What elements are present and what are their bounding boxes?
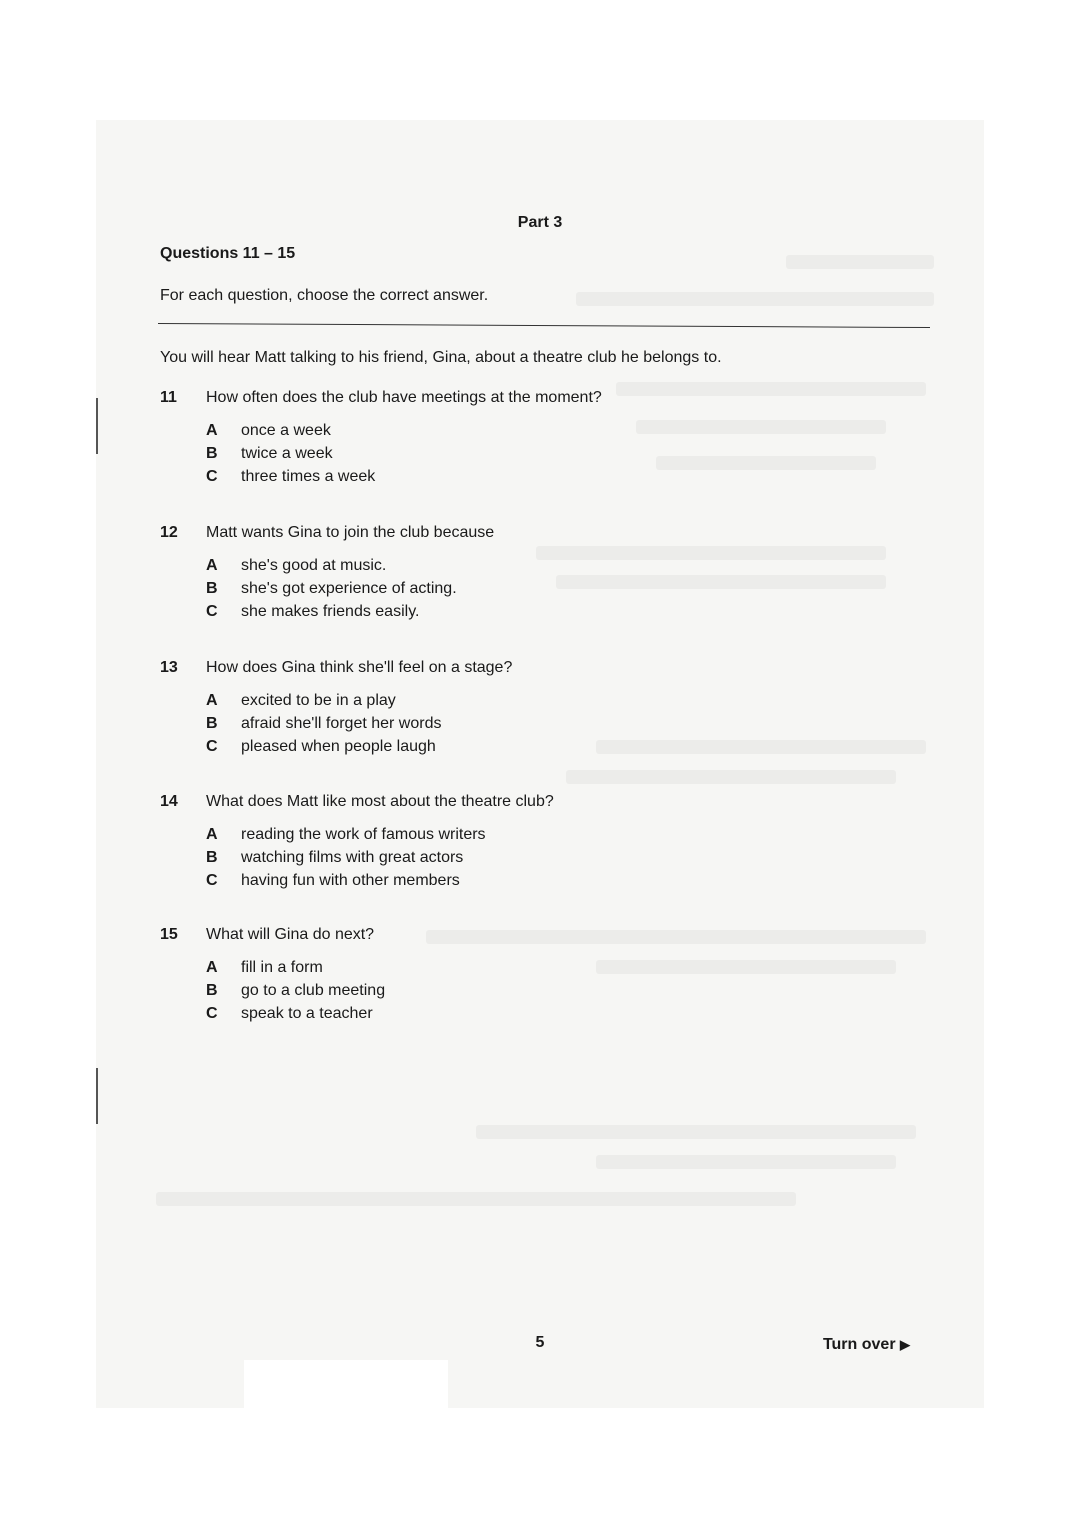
question-number: 11 <box>160 389 177 406</box>
answer-option-b[interactable] <box>206 577 494 600</box>
option-text: watching films with great actors <box>241 849 464 866</box>
question-text: What does Matt like most about the theatre club? <box>206 793 554 810</box>
question-text: How does Gina think she'll feel on a stage? <box>206 659 513 676</box>
option-letter: C <box>206 738 218 755</box>
answer-option-a[interactable] <box>206 956 385 979</box>
option-letter: A <box>206 959 218 976</box>
question-11 <box>160 389 602 488</box>
footer-blank-area <box>244 1360 448 1408</box>
triangle-right-icon: ▶ <box>900 1337 910 1352</box>
bleed-through-line <box>596 740 926 754</box>
answer-options <box>206 823 554 892</box>
answer-option-a[interactable] <box>206 554 494 577</box>
option-text: once a week <box>241 422 331 439</box>
option-text: pleased when people laugh <box>241 738 436 755</box>
bleed-through-line <box>576 292 934 306</box>
option-letter: A <box>206 692 218 709</box>
questions-range-heading: Questions 11 – 15 <box>160 245 296 262</box>
option-text: having fun with other members <box>241 872 460 889</box>
question-text: Matt wants Gina to join the club because <box>206 524 495 541</box>
option-text: reading the work of famous writers <box>241 826 486 843</box>
answer-option-a[interactable] <box>206 823 554 846</box>
turn-over-label <box>823 1336 910 1354</box>
answer-options <box>206 419 602 488</box>
question-text: What will Gina do next? <box>206 926 375 943</box>
bleed-through-line <box>566 770 896 784</box>
option-letter: A <box>206 557 218 574</box>
answer-option-b[interactable] <box>206 979 385 1002</box>
option-text: afraid she'll forget her words <box>241 715 442 732</box>
answer-option-c[interactable] <box>206 735 512 758</box>
option-text: she makes friends easily. <box>241 603 420 620</box>
question-text: How often does the club have meetings at the moment? <box>206 389 602 406</box>
question-number: 14 <box>160 793 178 810</box>
question-number: 12 <box>160 524 178 541</box>
bleed-through-line <box>786 255 934 269</box>
part-title: Part 3 <box>517 214 563 231</box>
question-14 <box>160 793 554 892</box>
option-letter: C <box>206 1005 218 1022</box>
listening-intro: You will hear Matt talking to his friend, Gina, about a theatre club he belongs to. <box>160 349 722 366</box>
option-text: she's got experience of acting. <box>241 580 457 597</box>
turn-over-text: Turn over <box>822 1336 896 1353</box>
answer-option-c[interactable] <box>206 600 494 623</box>
option-text: excited to be in a play <box>241 692 396 709</box>
option-text: go to a club meeting <box>241 982 386 999</box>
bleed-through-line <box>476 1125 916 1139</box>
option-letter: A <box>206 826 218 843</box>
option-letter: B <box>206 445 218 462</box>
option-letter: C <box>206 603 218 620</box>
question-12 <box>160 524 494 623</box>
question-15 <box>160 926 385 1025</box>
option-letter: C <box>206 468 218 485</box>
option-text: three times a week <box>241 468 376 485</box>
bleed-through-line <box>616 382 926 396</box>
option-letter: B <box>206 580 218 597</box>
answer-option-c[interactable] <box>206 465 602 488</box>
answer-option-b[interactable] <box>206 846 554 869</box>
binder-mark <box>96 1068 98 1124</box>
bleed-through-line <box>536 546 886 560</box>
answer-option-a[interactable] <box>206 419 602 442</box>
option-letter: B <box>206 715 218 732</box>
page-number: 5 <box>535 1334 545 1351</box>
answer-option-c[interactable] <box>206 869 554 892</box>
bleed-through-line <box>156 1192 796 1206</box>
option-text: she's good at music. <box>241 557 387 574</box>
bleed-through-line <box>656 456 876 470</box>
option-letter: A <box>206 422 218 439</box>
answer-options <box>206 554 494 623</box>
option-letter: C <box>206 872 218 889</box>
answer-option-a[interactable] <box>206 689 512 712</box>
option-text: fill in a form <box>241 959 323 976</box>
bleed-through-line <box>596 1155 896 1169</box>
question-13 <box>160 659 512 758</box>
instruction-text: For each question, choose the correct answer. <box>160 287 489 304</box>
paper-sheet <box>96 120 984 1408</box>
bleed-through-line <box>636 420 886 434</box>
answer-option-b[interactable] <box>206 712 512 735</box>
option-text: twice a week <box>241 445 333 462</box>
answer-options <box>206 956 385 1025</box>
option-text: speak to a teacher <box>241 1005 373 1022</box>
question-number: 15 <box>160 926 178 943</box>
answer-options <box>206 689 512 758</box>
answer-option-b[interactable] <box>206 442 602 465</box>
answer-option-c[interactable] <box>206 1002 385 1025</box>
option-letter: B <box>206 982 218 999</box>
bleed-through-line <box>426 930 926 944</box>
option-letter: B <box>206 849 218 866</box>
bleed-through-line <box>556 575 886 589</box>
question-number: 13 <box>160 659 178 676</box>
binder-mark <box>96 398 98 454</box>
bleed-through-line <box>596 960 896 974</box>
